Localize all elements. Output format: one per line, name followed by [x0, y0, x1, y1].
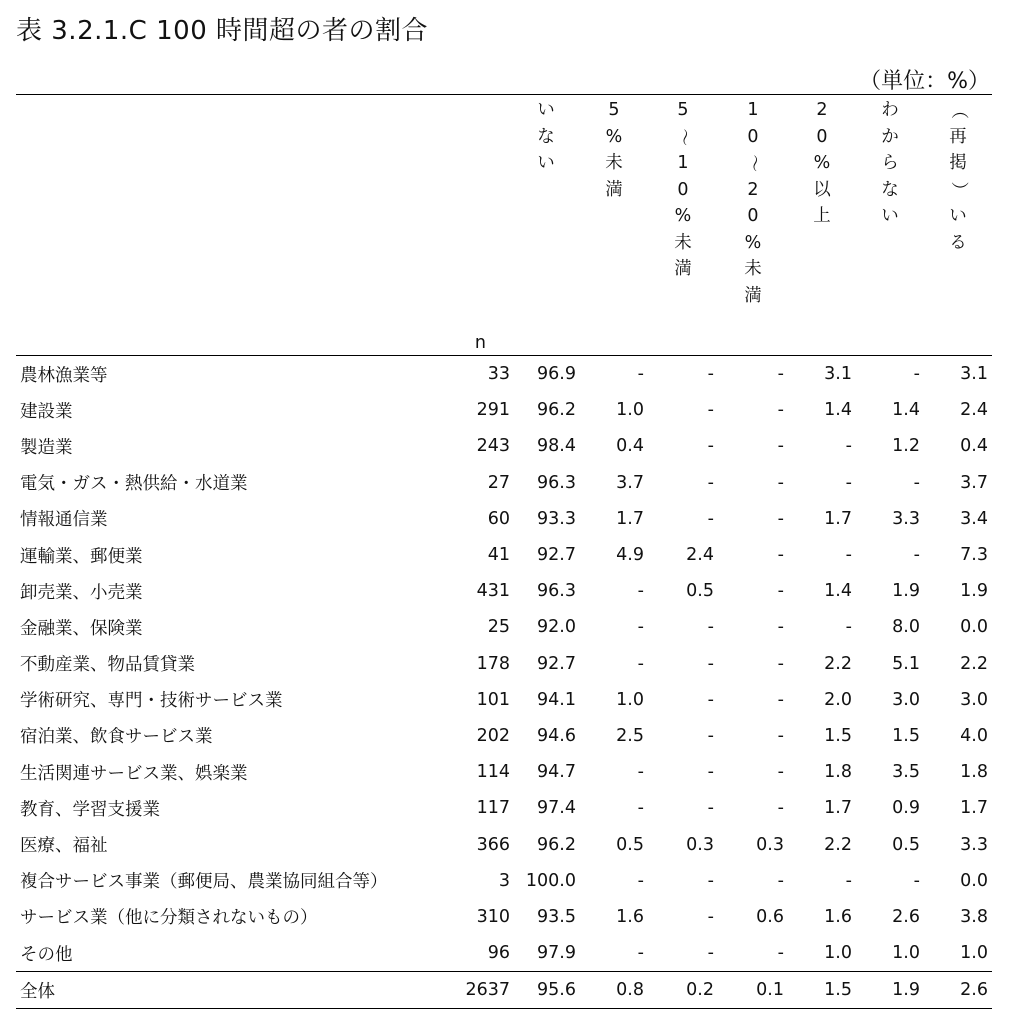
row-value: 0.5	[686, 581, 714, 602]
row-n: 27	[487, 472, 510, 493]
row-value: -	[637, 653, 644, 674]
row-n: 243	[476, 436, 510, 457]
row-value: -	[777, 653, 784, 674]
row-value: 1.4	[824, 581, 852, 602]
row-value: 3.8	[960, 906, 988, 927]
row-value: 4.0	[960, 725, 988, 746]
row-n: 101	[476, 689, 510, 710]
row-value: -	[845, 617, 852, 638]
table-row	[16, 609, 992, 645]
column-header	[924, 95, 992, 334]
row-value: 1.9	[960, 581, 988, 602]
row-value: -	[777, 762, 784, 783]
row-n: 41	[487, 545, 510, 566]
row-value: 96.2	[537, 400, 576, 421]
column-header	[648, 95, 718, 334]
row-value: 3.7	[616, 472, 644, 493]
row-label: 建設業	[20, 401, 73, 422]
row-value: -	[637, 617, 644, 638]
table-row	[16, 428, 992, 464]
row-label: 農林漁業等	[20, 365, 108, 386]
row-value: 97.4	[537, 798, 576, 819]
row-value: 1.0	[960, 943, 988, 964]
row-value: -	[777, 870, 784, 891]
row-value: -	[707, 798, 714, 819]
row-n: 178	[476, 653, 510, 674]
table-row	[16, 646, 992, 682]
row-value: 3.7	[960, 472, 988, 493]
row-value: 3.1	[960, 364, 988, 385]
table-row	[16, 790, 992, 826]
row-value: -	[637, 581, 644, 602]
row-value: 100.0	[525, 870, 576, 891]
row-value: 0.0	[960, 870, 988, 891]
header-row	[16, 95, 992, 334]
row-value: 1.5	[824, 725, 852, 746]
row-value: 1.7	[824, 798, 852, 819]
row-value: 1.8	[960, 762, 988, 783]
row-value: 1.0	[892, 943, 920, 964]
row-value: -	[637, 798, 644, 819]
column-header-label: 5 % 未 満	[605, 100, 623, 200]
row-value: 94.6	[537, 725, 576, 746]
row-n: 431	[476, 581, 510, 602]
row-value: 2.6	[892, 906, 920, 927]
row-value: -	[777, 436, 784, 457]
table-row	[16, 754, 992, 790]
row-label: 宿泊業、飲食サービス業	[20, 727, 213, 748]
row-value: 1.5	[788, 972, 856, 1009]
row-value: 92.7	[537, 545, 576, 566]
row-value: -	[913, 545, 920, 566]
row-value: 2.4	[686, 545, 714, 566]
row-value: -	[777, 472, 784, 493]
row-value: 0.4	[616, 436, 644, 457]
row-value: 0.0	[960, 617, 988, 638]
row-label: 全体	[16, 972, 442, 1009]
row-value: 1.6	[824, 906, 852, 927]
row-value: 2.2	[824, 653, 852, 674]
column-header-label: い な い	[537, 100, 555, 173]
row-n: 60	[487, 508, 510, 529]
column-header	[788, 95, 856, 334]
row-value: 1.4	[824, 400, 852, 421]
row-value: -	[707, 906, 714, 927]
row-value: 1.7	[824, 508, 852, 529]
row-value: -	[707, 653, 714, 674]
row-value: 97.9	[537, 943, 576, 964]
row-value: 98.4	[537, 436, 576, 457]
column-header-label: （ 再 掲 ） い る	[948, 101, 969, 253]
row-value: 0.1	[718, 972, 788, 1009]
total-row	[16, 972, 992, 1009]
row-value: 2.6	[924, 972, 992, 1009]
row-value: 1.0	[616, 400, 644, 421]
row-value: 96.3	[537, 472, 576, 493]
n-header-row	[16, 333, 992, 356]
row-value: -	[845, 545, 852, 566]
row-value: 7.3	[960, 545, 988, 566]
row-n: 25	[487, 617, 510, 638]
table-row	[16, 356, 992, 393]
row-value: -	[707, 436, 714, 457]
table-row	[16, 682, 992, 718]
row-value: -	[777, 545, 784, 566]
row-value: -	[845, 436, 852, 457]
row-value: 0.3	[756, 834, 784, 855]
row-value: -	[637, 762, 644, 783]
column-header-label: 2 0 % 以 上	[813, 100, 831, 226]
row-label: 生活関連サービス業、娯楽業	[20, 763, 248, 784]
row-label: 製造業	[20, 437, 73, 458]
row-value: 2.0	[824, 689, 852, 710]
row-label: 学術研究、専門・技術サービス業	[20, 691, 283, 712]
row-value: 1.8	[824, 762, 852, 783]
data-table	[16, 94, 992, 1009]
table-row	[16, 392, 992, 428]
row-value: -	[707, 689, 714, 710]
row-value: 0.2	[648, 972, 718, 1009]
row-value: 1.7	[616, 508, 644, 529]
column-header	[580, 95, 648, 334]
table-row	[16, 537, 992, 573]
row-value: 0.9	[892, 798, 920, 819]
column-header-label: 1 0 〜 2 0 % 未 満	[743, 100, 764, 306]
row-value: 0.4	[960, 436, 988, 457]
row-value: 0.5	[892, 834, 920, 855]
row-value: -	[845, 472, 852, 493]
unit-label: （単位：%）	[859, 69, 990, 94]
row-value: -	[777, 400, 784, 421]
row-value: -	[777, 508, 784, 529]
row-label: 運輸業、郵便業	[20, 546, 143, 567]
row-value: -	[637, 364, 644, 385]
row-value: 1.0	[824, 943, 852, 964]
row-value: 8.0	[892, 617, 920, 638]
row-n: 2637	[442, 972, 512, 1009]
row-value: -	[777, 798, 784, 819]
row-label: 不動産業、物品賃貸業	[20, 655, 195, 676]
row-value: 95.6	[512, 972, 580, 1009]
row-value: 96.3	[537, 581, 576, 602]
row-value: 94.7	[537, 762, 576, 783]
row-value: 92.7	[537, 653, 576, 674]
row-value: 3.3	[960, 834, 988, 855]
row-value: 3.1	[824, 364, 852, 385]
column-header	[718, 95, 788, 334]
table-row	[16, 718, 992, 754]
row-value: 1.7	[960, 798, 988, 819]
column-header	[512, 95, 580, 334]
row-value: 93.3	[537, 508, 576, 529]
n-column-header: n	[474, 333, 486, 353]
row-label: 卸売業、小売業	[20, 582, 143, 603]
row-value: -	[777, 725, 784, 746]
row-value: 0.5	[616, 834, 644, 855]
row-value: 2.2	[824, 834, 852, 855]
row-value: 2.5	[616, 725, 644, 746]
row-label: 医療、福祉	[20, 836, 108, 857]
row-value: -	[707, 870, 714, 891]
row-value: 92.0	[537, 617, 576, 638]
row-label: 情報通信業	[20, 510, 108, 531]
row-label: その他	[20, 944, 73, 965]
row-value: 0.3	[686, 834, 714, 855]
column-header-label: わ か ら な い	[881, 100, 899, 226]
table-row	[16, 465, 992, 501]
row-value: 4.9	[616, 545, 644, 566]
row-value: 1.9	[856, 972, 924, 1009]
header-blank	[442, 95, 512, 334]
row-label: 電気・ガス・熱供給・水道業	[20, 474, 248, 495]
row-value: 3.4	[960, 508, 988, 529]
table-row	[16, 899, 992, 935]
row-value: -	[707, 943, 714, 964]
row-n: 96	[487, 943, 510, 964]
row-value: -	[777, 689, 784, 710]
row-value: -	[707, 725, 714, 746]
row-label: 教育、学習支援業	[20, 799, 160, 820]
header-blank	[16, 95, 442, 334]
row-value: 96.2	[537, 834, 576, 855]
row-value: 3.3	[892, 508, 920, 529]
row-value: 1.6	[616, 906, 644, 927]
row-n: 291	[476, 400, 510, 421]
row-n: 310	[476, 906, 510, 927]
row-value: 3.0	[892, 689, 920, 710]
row-label: 複合サービス事業（郵便局、農業協同組合等）	[20, 872, 388, 893]
row-value: 94.1	[537, 689, 576, 710]
row-value: 5.1	[892, 653, 920, 674]
row-value: 1.4	[892, 400, 920, 421]
row-value: 2.4	[960, 400, 988, 421]
row-label: サービス業（他に分類されないもの）	[20, 908, 318, 929]
row-value: 3.0	[960, 689, 988, 710]
row-value: -	[707, 400, 714, 421]
row-value: 1.2	[892, 436, 920, 457]
row-n: 202	[476, 725, 510, 746]
row-value: 3.5	[892, 762, 920, 783]
row-n: 117	[476, 798, 510, 819]
table-title: 表 3.2.1.C 100 時間超の者の割合	[16, 16, 428, 46]
table-row	[16, 935, 992, 972]
row-value: 2.2	[960, 653, 988, 674]
row-value: 0.8	[580, 972, 648, 1009]
row-value: -	[637, 870, 644, 891]
row-value: -	[707, 472, 714, 493]
column-header-label: 5 〜 1 0 % 未 満	[673, 100, 694, 279]
row-value: -	[777, 943, 784, 964]
row-n: 366	[476, 834, 510, 855]
row-value: -	[707, 364, 714, 385]
row-value: 1.5	[892, 725, 920, 746]
row-value: 96.9	[537, 364, 576, 385]
row-n: 3	[498, 870, 510, 891]
row-value: -	[777, 581, 784, 602]
row-value: -	[913, 870, 920, 891]
column-header	[856, 95, 924, 334]
row-value: -	[913, 472, 920, 493]
row-value: -	[777, 617, 784, 638]
row-value: -	[707, 508, 714, 529]
row-value: 1.9	[892, 581, 920, 602]
row-value: -	[845, 870, 852, 891]
row-n: 114	[476, 762, 510, 783]
table-row	[16, 863, 992, 899]
row-value: 0.6	[756, 906, 784, 927]
row-n: 33	[487, 364, 510, 385]
row-value: -	[707, 762, 714, 783]
table-row	[16, 573, 992, 609]
row-value: -	[707, 617, 714, 638]
table-row	[16, 826, 992, 862]
row-value: 93.5	[537, 906, 576, 927]
row-value: -	[913, 364, 920, 385]
row-label: 金融業、保険業	[20, 618, 143, 639]
row-value: 1.0	[616, 689, 644, 710]
row-value: -	[777, 364, 784, 385]
table-row	[16, 501, 992, 537]
row-value: -	[637, 943, 644, 964]
